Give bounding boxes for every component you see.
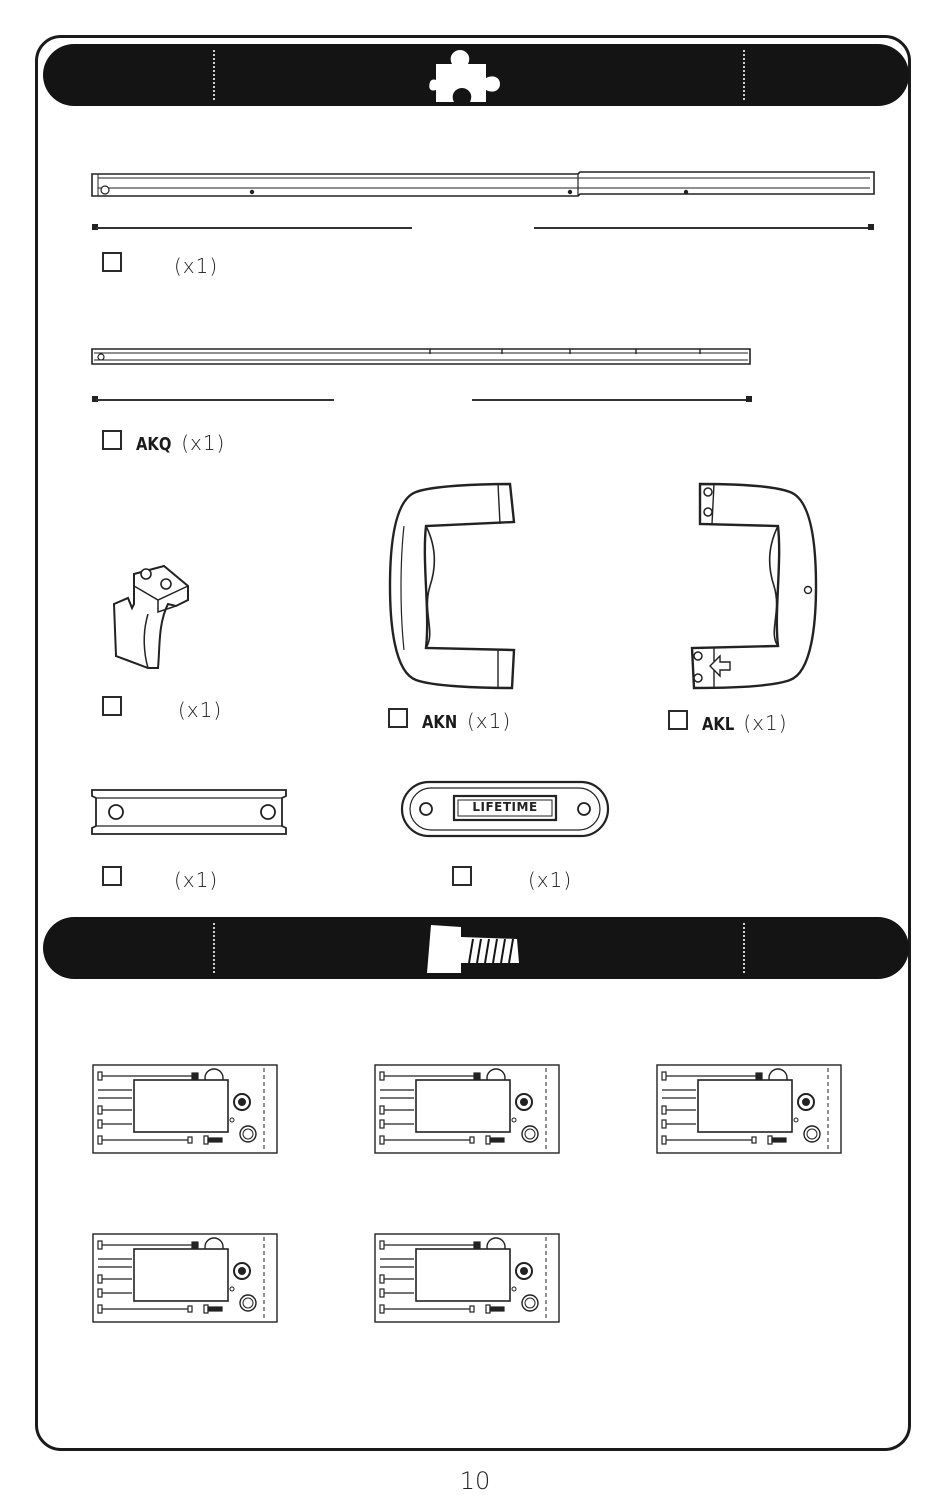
- part-quantity: (x1): [528, 868, 573, 892]
- part-checkbox[interactable]: [102, 866, 122, 886]
- part-checkbox[interactable]: [102, 696, 122, 716]
- hardware-bag: [374, 1064, 560, 1154]
- part-label: [136, 431, 225, 455]
- hardware-bag: [656, 1064, 842, 1154]
- bolt-icon: [425, 923, 521, 975]
- banner-divider: [743, 923, 745, 973]
- part-quantity: (x1): [743, 711, 788, 735]
- akn-frame-part: [386, 482, 520, 692]
- hardware-bag: [92, 1233, 278, 1323]
- part-label: [702, 711, 788, 735]
- part-checkbox[interactable]: [668, 710, 688, 730]
- part-code: AKN: [422, 712, 458, 733]
- part-quantity: (x1): [174, 254, 219, 278]
- channel-part: [90, 786, 290, 836]
- parts-banner: [43, 44, 909, 106]
- lifetime-logo-text: LIFETIME: [472, 800, 538, 814]
- part-quantity: (x1): [466, 709, 512, 733]
- part-checkbox[interactable]: [452, 866, 472, 886]
- part-label: [136, 698, 222, 722]
- part-quantity: (x1): [181, 431, 226, 455]
- part-checkbox[interactable]: [388, 708, 408, 728]
- part-code: AKL: [702, 714, 735, 735]
- bracket-part: [108, 564, 194, 672]
- part-label: [136, 868, 218, 892]
- part-label: [486, 868, 572, 892]
- akl-frame-part: [690, 482, 820, 692]
- hardware-bag: [92, 1064, 278, 1154]
- puzzle-piece-icon: [428, 48, 512, 104]
- banner-divider: [213, 50, 215, 100]
- part-code: AKQ: [136, 434, 172, 455]
- part-quantity: (x1): [174, 868, 219, 892]
- dimension-line: [92, 222, 876, 234]
- hardware-banner: [43, 917, 909, 979]
- part-checkbox[interactable]: [102, 252, 122, 272]
- akq-rail-part: [90, 346, 754, 368]
- page-number: 10: [459, 1467, 491, 1495]
- dimension-line: [92, 394, 752, 406]
- part-label: [136, 254, 218, 278]
- part-quantity: (x1): [178, 698, 223, 722]
- banner-divider: [213, 923, 215, 973]
- banner-divider: [743, 50, 745, 100]
- part-checkbox[interactable]: [102, 430, 122, 450]
- long-rail-part: [90, 170, 876, 200]
- hardware-bag: [374, 1233, 560, 1323]
- part-label: [422, 709, 511, 733]
